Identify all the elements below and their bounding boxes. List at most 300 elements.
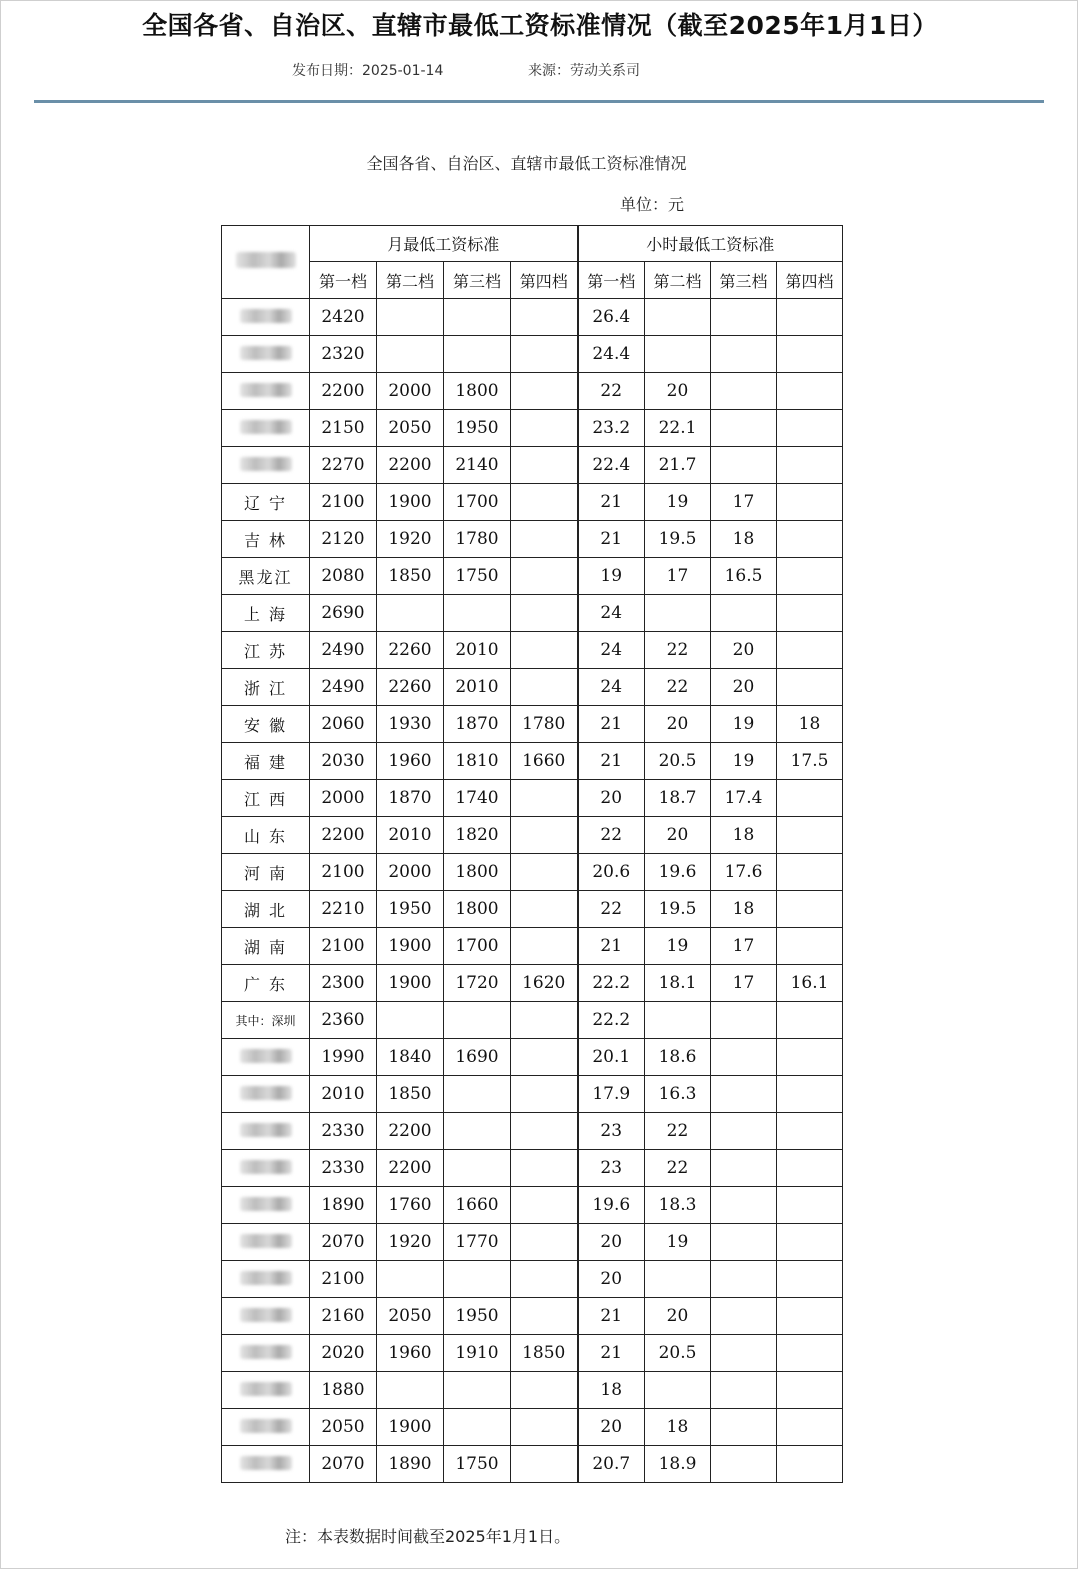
- hourly-tier-1-cell: 19.6: [578, 1187, 645, 1224]
- monthly-tier-4-cell: [511, 1446, 578, 1483]
- hourly-tier-2-cell: 19: [645, 928, 711, 965]
- hourly-tier-2-cell: 17: [645, 558, 711, 595]
- hourly-tier-3-cell: [711, 1076, 777, 1113]
- hourly-tier-3-cell: 18: [711, 521, 777, 558]
- hourly-tier-1-cell: 22.4: [578, 447, 645, 484]
- region-cell: 浙 江: [222, 669, 310, 706]
- monthly-tier-3-cell: 1750: [444, 558, 511, 595]
- region-cell: [222, 410, 310, 447]
- monthly-tier-4-cell: [511, 632, 578, 669]
- hourly-tier-3-cell: 17.6: [711, 854, 777, 891]
- monthly-tier-1-cell: 1890: [310, 1187, 377, 1224]
- redacted-region-name: [240, 309, 292, 323]
- hourly-tier-4-cell: [777, 484, 843, 521]
- monthly-tier-4-cell: [511, 817, 578, 854]
- hourly-tier-1-cell: 26.4: [578, 299, 645, 336]
- monthly-tier-1-cell: 2690: [310, 595, 377, 632]
- hourly-tier-1-cell: 22: [578, 373, 645, 410]
- monthly-tier-4-cell: [511, 669, 578, 706]
- hourly-tier-2-cell: 19.5: [645, 891, 711, 928]
- hourly-tier-1-cell: 21: [578, 1298, 645, 1335]
- monthly-tier-3-cell: 1750: [444, 1446, 511, 1483]
- monthly-tier-3-cell: 1780: [444, 521, 511, 558]
- table-row: [222, 891, 843, 928]
- hourly-tier-1-cell: 21: [578, 1335, 645, 1372]
- hourly-tier-1-cell: 21: [578, 521, 645, 558]
- redacted-region-header: [236, 252, 296, 268]
- monthly-tier-1-cell: 2150: [310, 410, 377, 447]
- table-row: [222, 1298, 843, 1335]
- monthly-group-header: 月最低工资标准: [310, 226, 578, 262]
- table-row: [222, 1076, 843, 1113]
- table-row: [222, 1002, 843, 1039]
- monthly-tier-2-cell: [377, 336, 444, 373]
- hourly-tier-3-cell: 19: [711, 743, 777, 780]
- wage-table-body: [222, 299, 843, 1483]
- table-row: [222, 1261, 843, 1298]
- monthly-tier-2-cell: 2050: [377, 1298, 444, 1335]
- region-cell: 其中：深圳: [222, 1002, 310, 1039]
- hourly-tier-1-cell: 23.2: [578, 410, 645, 447]
- monthly-tier-2-cell: [377, 595, 444, 632]
- region-cell: [222, 1224, 310, 1261]
- hourly-tier-2-cell: 18.3: [645, 1187, 711, 1224]
- monthly-tier-1-cell: 2490: [310, 632, 377, 669]
- table-row: [222, 965, 843, 1002]
- monthly-tier-1-header: 第一档: [310, 262, 377, 299]
- monthly-tier-2-cell: 1850: [377, 1076, 444, 1113]
- hourly-tier-2-cell: 22: [645, 669, 711, 706]
- monthly-tier-1-cell: 2490: [310, 669, 377, 706]
- redacted-region-name: [240, 1234, 292, 1248]
- hourly-tier-3-cell: [711, 336, 777, 373]
- hourly-tier-4-cell: [777, 336, 843, 373]
- hourly-group-header: 小时最低工资标准: [578, 226, 843, 262]
- monthly-tier-3-cell: 1700: [444, 928, 511, 965]
- monthly-tier-1-cell: 2360: [310, 1002, 377, 1039]
- monthly-tier-4-cell: [511, 521, 578, 558]
- hourly-tier-4-cell: [777, 1261, 843, 1298]
- hourly-tier-1-cell: 20: [578, 1409, 645, 1446]
- monthly-tier-3-cell: 1800: [444, 373, 511, 410]
- monthly-tier-2-cell: 1900: [377, 1409, 444, 1446]
- table-row: [222, 1150, 843, 1187]
- table-title: 全国各省、自治区、直辖市最低工资标准情况: [366, 154, 687, 173]
- monthly-tier-2-header: 第二档: [377, 262, 444, 299]
- page-title: 全国各省、自治区、直辖市最低工资标准情况（截至2025年1月1日）: [142, 11, 938, 40]
- monthly-tier-1-cell: 2420: [310, 299, 377, 336]
- table-row: [222, 1335, 843, 1372]
- redacted-region-name: [240, 1197, 292, 1211]
- region-cell: [222, 1187, 310, 1224]
- region-cell: [222, 299, 310, 336]
- monthly-tier-3-cell: [444, 1150, 511, 1187]
- monthly-tier-4-cell: [511, 1298, 578, 1335]
- hourly-tier-3-header: 第三档: [711, 262, 777, 299]
- hourly-tier-2-cell: 22: [645, 1113, 711, 1150]
- hourly-tier-1-cell: 21: [578, 706, 645, 743]
- hourly-tier-3-cell: [711, 410, 777, 447]
- monthly-tier-1-cell: 2160: [310, 1298, 377, 1335]
- monthly-tier-2-cell: 1870: [377, 780, 444, 817]
- monthly-tier-3-cell: 2010: [444, 632, 511, 669]
- monthly-tier-1-cell: 2000: [310, 780, 377, 817]
- table-row: [222, 743, 843, 780]
- monthly-tier-3-cell: 1800: [444, 854, 511, 891]
- monthly-tier-1-cell: 2080: [310, 558, 377, 595]
- hourly-tier-2-cell: [645, 336, 711, 373]
- monthly-tier-4-cell: 1780: [511, 706, 578, 743]
- redacted-region-name: [240, 1271, 292, 1285]
- region-cell: [222, 1409, 310, 1446]
- hourly-tier-2-cell: 19.5: [645, 521, 711, 558]
- hourly-tier-1-cell: 24: [578, 595, 645, 632]
- monthly-tier-2-cell: 1920: [377, 1224, 444, 1261]
- monthly-tier-2-cell: 2200: [377, 447, 444, 484]
- hourly-tier-1-cell: 21: [578, 928, 645, 965]
- region-cell: [222, 1150, 310, 1187]
- hourly-tier-2-cell: 20: [645, 817, 711, 854]
- region-cell: [222, 1039, 310, 1076]
- monthly-tier-3-cell: [444, 595, 511, 632]
- monthly-tier-3-cell: 2140: [444, 447, 511, 484]
- hourly-tier-3-cell: [711, 1372, 777, 1409]
- monthly-tier-2-cell: [377, 1372, 444, 1409]
- table-row: [222, 706, 843, 743]
- monthly-tier-4-cell: [511, 558, 578, 595]
- monthly-tier-3-cell: 1700: [444, 484, 511, 521]
- hourly-tier-1-cell: 19: [578, 558, 645, 595]
- monthly-tier-4-cell: [511, 373, 578, 410]
- monthly-tier-3-cell: [444, 1113, 511, 1150]
- region-cell: 河 南: [222, 854, 310, 891]
- hourly-tier-2-cell: 18.9: [645, 1446, 711, 1483]
- hourly-tier-3-cell: 20: [711, 669, 777, 706]
- monthly-tier-1-cell: 2020: [310, 1335, 377, 1372]
- monthly-tier-2-cell: 1850: [377, 558, 444, 595]
- region-cell: 山 东: [222, 817, 310, 854]
- monthly-tier-4-cell: [511, 447, 578, 484]
- redacted-region-name: [240, 1382, 292, 1396]
- monthly-tier-2-cell: 2000: [377, 373, 444, 410]
- footnote: 注：本表数据时间截至2025年1月1日。: [285, 1527, 571, 1546]
- monthly-tier-3-cell: [444, 1261, 511, 1298]
- monthly-tier-3-cell: 1800: [444, 891, 511, 928]
- hourly-tier-1-cell: 22.2: [578, 1002, 645, 1039]
- hourly-tier-3-cell: [711, 1039, 777, 1076]
- hourly-tier-2-cell: 16.3: [645, 1076, 711, 1113]
- hourly-tier-4-cell: [777, 299, 843, 336]
- hourly-tier-3-cell: [711, 447, 777, 484]
- hourly-tier-1-header: 第一档: [578, 262, 645, 299]
- region-cell: 江 西: [222, 780, 310, 817]
- monthly-tier-4-cell: 1850: [511, 1335, 578, 1372]
- region-cell: [222, 1261, 310, 1298]
- hourly-tier-3-cell: 20: [711, 632, 777, 669]
- hourly-tier-4-cell: [777, 558, 843, 595]
- monthly-tier-1-cell: 1880: [310, 1372, 377, 1409]
- hourly-tier-2-cell: 19: [645, 1224, 711, 1261]
- region-cell: 吉 林: [222, 521, 310, 558]
- hourly-tier-4-header: 第四档: [777, 262, 843, 299]
- monthly-tier-3-cell: 1810: [444, 743, 511, 780]
- monthly-tier-2-cell: 1890: [377, 1446, 444, 1483]
- hourly-tier-1-cell: 20.7: [578, 1446, 645, 1483]
- hourly-tier-4-cell: [777, 1150, 843, 1187]
- monthly-tier-4-cell: [511, 410, 578, 447]
- hourly-tier-4-cell: [777, 410, 843, 447]
- monthly-tier-1-cell: 2300: [310, 965, 377, 1002]
- monthly-tier-4-cell: [511, 891, 578, 928]
- hourly-tier-4-cell: [777, 595, 843, 632]
- table-row: [222, 928, 843, 965]
- table-row: [222, 410, 843, 447]
- hourly-tier-1-cell: 22.2: [578, 965, 645, 1002]
- hourly-tier-4-cell: [777, 632, 843, 669]
- monthly-tier-2-cell: 1930: [377, 706, 444, 743]
- hourly-tier-2-cell: 20: [645, 1298, 711, 1335]
- region-cell: 福 建: [222, 743, 310, 780]
- region-cell: [222, 1076, 310, 1113]
- table-row: [222, 1224, 843, 1261]
- redacted-region-name: [240, 1456, 292, 1470]
- region-cell: 上 海: [222, 595, 310, 632]
- monthly-tier-1-cell: 2050: [310, 1409, 377, 1446]
- monthly-tier-4-cell: [511, 1372, 578, 1409]
- hourly-tier-1-cell: 24.4: [578, 336, 645, 373]
- monthly-tier-3-cell: 1660: [444, 1187, 511, 1224]
- monthly-tier-2-cell: 2000: [377, 854, 444, 891]
- monthly-tier-3-cell: 2010: [444, 669, 511, 706]
- monthly-tier-1-cell: 2070: [310, 1224, 377, 1261]
- monthly-tier-2-cell: 2010: [377, 817, 444, 854]
- hourly-tier-3-cell: [711, 595, 777, 632]
- hourly-tier-4-cell: [777, 1335, 843, 1372]
- region-cell: [222, 1372, 310, 1409]
- region-cell: [222, 1335, 310, 1372]
- monthly-tier-4-cell: [511, 336, 578, 373]
- hourly-tier-4-cell: [777, 373, 843, 410]
- monthly-tier-4-cell: [511, 1113, 578, 1150]
- header-divider: [34, 100, 1044, 103]
- hourly-tier-4-cell: [777, 447, 843, 484]
- monthly-tier-4-cell: [511, 299, 578, 336]
- redacted-region-name: [240, 1049, 292, 1063]
- hourly-tier-1-cell: 23: [578, 1113, 645, 1150]
- hourly-tier-3-cell: [711, 1261, 777, 1298]
- hourly-tier-2-cell: 18.1: [645, 965, 711, 1002]
- table-row: [222, 558, 843, 595]
- hourly-tier-2-cell: 19.6: [645, 854, 711, 891]
- hourly-tier-3-cell: 17.4: [711, 780, 777, 817]
- region-cell: 黑龙江: [222, 558, 310, 595]
- hourly-tier-3-cell: 17: [711, 965, 777, 1002]
- monthly-tier-1-cell: 2060: [310, 706, 377, 743]
- hourly-tier-4-cell: [777, 1298, 843, 1335]
- monthly-tier-2-cell: 2050: [377, 410, 444, 447]
- hourly-tier-3-cell: 19: [711, 706, 777, 743]
- monthly-tier-4-cell: 1620: [511, 965, 578, 1002]
- monthly-tier-4-header: 第四档: [511, 262, 578, 299]
- monthly-tier-3-cell: 1740: [444, 780, 511, 817]
- hourly-tier-2-cell: 18: [645, 1409, 711, 1446]
- region-cell: [222, 1298, 310, 1335]
- table-row: [222, 1409, 843, 1446]
- monthly-tier-2-cell: 1840: [377, 1039, 444, 1076]
- monthly-tier-4-cell: [511, 1409, 578, 1446]
- redacted-region-name: [240, 420, 292, 434]
- hourly-tier-3-cell: [711, 1187, 777, 1224]
- hourly-tier-2-cell: 18.6: [645, 1039, 711, 1076]
- hourly-tier-3-cell: [711, 1298, 777, 1335]
- monthly-tier-2-cell: 1960: [377, 1335, 444, 1372]
- hourly-tier-4-cell: [777, 891, 843, 928]
- hourly-tier-2-cell: [645, 1372, 711, 1409]
- monthly-tier-3-cell: 1720: [444, 965, 511, 1002]
- hourly-tier-4-cell: [777, 1409, 843, 1446]
- table-row: [222, 1187, 843, 1224]
- monthly-tier-4-cell: [511, 595, 578, 632]
- hourly-tier-3-cell: [711, 1150, 777, 1187]
- hourly-tier-2-cell: 18.7: [645, 780, 711, 817]
- monthly-tier-1-cell: 2320: [310, 336, 377, 373]
- region-cell: [222, 373, 310, 410]
- hourly-tier-3-cell: 18: [711, 891, 777, 928]
- table-row: [222, 1446, 843, 1483]
- monthly-tier-1-cell: 2330: [310, 1113, 377, 1150]
- hourly-tier-1-cell: 20: [578, 1224, 645, 1261]
- monthly-tier-3-cell: 1820: [444, 817, 511, 854]
- region-cell: [222, 447, 310, 484]
- monthly-tier-3-cell: [444, 1372, 511, 1409]
- monthly-tier-3-cell: 1770: [444, 1224, 511, 1261]
- monthly-tier-1-cell: 2100: [310, 1261, 377, 1298]
- source: 来源：劳动关系司: [528, 63, 640, 79]
- table-row: [222, 521, 843, 558]
- monthly-tier-4-cell: [511, 1076, 578, 1113]
- monthly-tier-4-cell: 1660: [511, 743, 578, 780]
- monthly-tier-2-cell: [377, 299, 444, 336]
- monthly-tier-2-cell: 1760: [377, 1187, 444, 1224]
- monthly-tier-1-cell: 2120: [310, 521, 377, 558]
- monthly-tier-3-cell: 1950: [444, 1298, 511, 1335]
- hourly-tier-3-cell: 17: [711, 928, 777, 965]
- hourly-tier-4-cell: 17.5: [777, 743, 843, 780]
- monthly-tier-4-cell: [511, 1224, 578, 1261]
- hourly-tier-1-cell: 20.1: [578, 1039, 645, 1076]
- hourly-tier-2-cell: [645, 1261, 711, 1298]
- hourly-tier-4-cell: [777, 817, 843, 854]
- hourly-tier-3-cell: 18: [711, 817, 777, 854]
- monthly-tier-4-cell: [511, 928, 578, 965]
- hourly-tier-4-cell: [777, 854, 843, 891]
- monthly-tier-1-cell: 2100: [310, 854, 377, 891]
- hourly-tier-3-cell: [711, 299, 777, 336]
- region-cell: 安 徽: [222, 706, 310, 743]
- monthly-tier-3-cell: [444, 1409, 511, 1446]
- monthly-tier-4-cell: [511, 1039, 578, 1076]
- hourly-tier-1-cell: 17.9: [578, 1076, 645, 1113]
- monthly-tier-2-cell: 1900: [377, 484, 444, 521]
- monthly-tier-1-cell: 2030: [310, 743, 377, 780]
- hourly-tier-4-cell: [777, 1113, 843, 1150]
- table-row: [222, 1113, 843, 1150]
- region-cell: [222, 336, 310, 373]
- hourly-tier-3-cell: [711, 1335, 777, 1372]
- monthly-tier-2-cell: 1900: [377, 965, 444, 1002]
- hourly-tier-4-cell: [777, 1076, 843, 1113]
- hourly-tier-1-cell: 21: [578, 484, 645, 521]
- region-cell: 湖 北: [222, 891, 310, 928]
- table-row: [222, 299, 843, 336]
- hourly-tier-1-cell: 22: [578, 891, 645, 928]
- hourly-tier-2-cell: [645, 299, 711, 336]
- hourly-tier-2-cell: 21.7: [645, 447, 711, 484]
- hourly-tier-2-cell: 20.5: [645, 743, 711, 780]
- unit-label: 单位：元: [620, 195, 685, 214]
- monthly-tier-2-cell: 2260: [377, 632, 444, 669]
- monthly-tier-1-cell: 2100: [310, 928, 377, 965]
- monthly-tier-1-cell: 1990: [310, 1039, 377, 1076]
- hourly-tier-2-header: 第二档: [645, 262, 711, 299]
- hourly-tier-2-cell: [645, 1002, 711, 1039]
- hourly-tier-2-cell: 22: [645, 1150, 711, 1187]
- monthly-tier-3-cell: 1870: [444, 706, 511, 743]
- hourly-tier-4-cell: [777, 1002, 843, 1039]
- hourly-tier-4-cell: [777, 1372, 843, 1409]
- table-row: [222, 336, 843, 373]
- monthly-tier-2-cell: 2260: [377, 669, 444, 706]
- region-cell: 广 东: [222, 965, 310, 1002]
- monthly-tier-1-cell: 2070: [310, 1446, 377, 1483]
- monthly-tier-2-cell: 1960: [377, 743, 444, 780]
- table-row: [222, 817, 843, 854]
- monthly-tier-4-cell: [511, 1150, 578, 1187]
- hourly-tier-3-cell: [711, 1224, 777, 1261]
- hourly-tier-1-cell: 20: [578, 780, 645, 817]
- publish-date: 发布日期：2025-01-14: [292, 63, 444, 79]
- monthly-tier-1-cell: 2210: [310, 891, 377, 928]
- hourly-tier-4-cell: 16.1: [777, 965, 843, 1002]
- hourly-tier-4-cell: [777, 669, 843, 706]
- hourly-tier-1-cell: 20.6: [578, 854, 645, 891]
- table-row: [222, 854, 843, 891]
- table-row: [222, 484, 843, 521]
- hourly-tier-3-cell: 17: [711, 484, 777, 521]
- region-header: [222, 226, 310, 299]
- table-row: [222, 373, 843, 410]
- hourly-tier-4-cell: [777, 928, 843, 965]
- monthly-tier-2-cell: 2200: [377, 1150, 444, 1187]
- redacted-region-name: [240, 1345, 292, 1359]
- table-row: [222, 1372, 843, 1409]
- monthly-tier-1-cell: 2200: [310, 817, 377, 854]
- monthly-tier-2-cell: 1920: [377, 521, 444, 558]
- hourly-tier-4-cell: [777, 1224, 843, 1261]
- region-cell: 湖 南: [222, 928, 310, 965]
- hourly-tier-1-cell: 20: [578, 1261, 645, 1298]
- table-row: [222, 595, 843, 632]
- hourly-tier-2-cell: 22.1: [645, 410, 711, 447]
- wage-table: [221, 225, 843, 1483]
- hourly-tier-1-cell: 18: [578, 1372, 645, 1409]
- monthly-tier-4-cell: [511, 1002, 578, 1039]
- hourly-tier-3-cell: [711, 1113, 777, 1150]
- hourly-tier-1-cell: 24: [578, 632, 645, 669]
- region-cell: 江 苏: [222, 632, 310, 669]
- table-row: [222, 1039, 843, 1076]
- redacted-region-name: [240, 383, 292, 397]
